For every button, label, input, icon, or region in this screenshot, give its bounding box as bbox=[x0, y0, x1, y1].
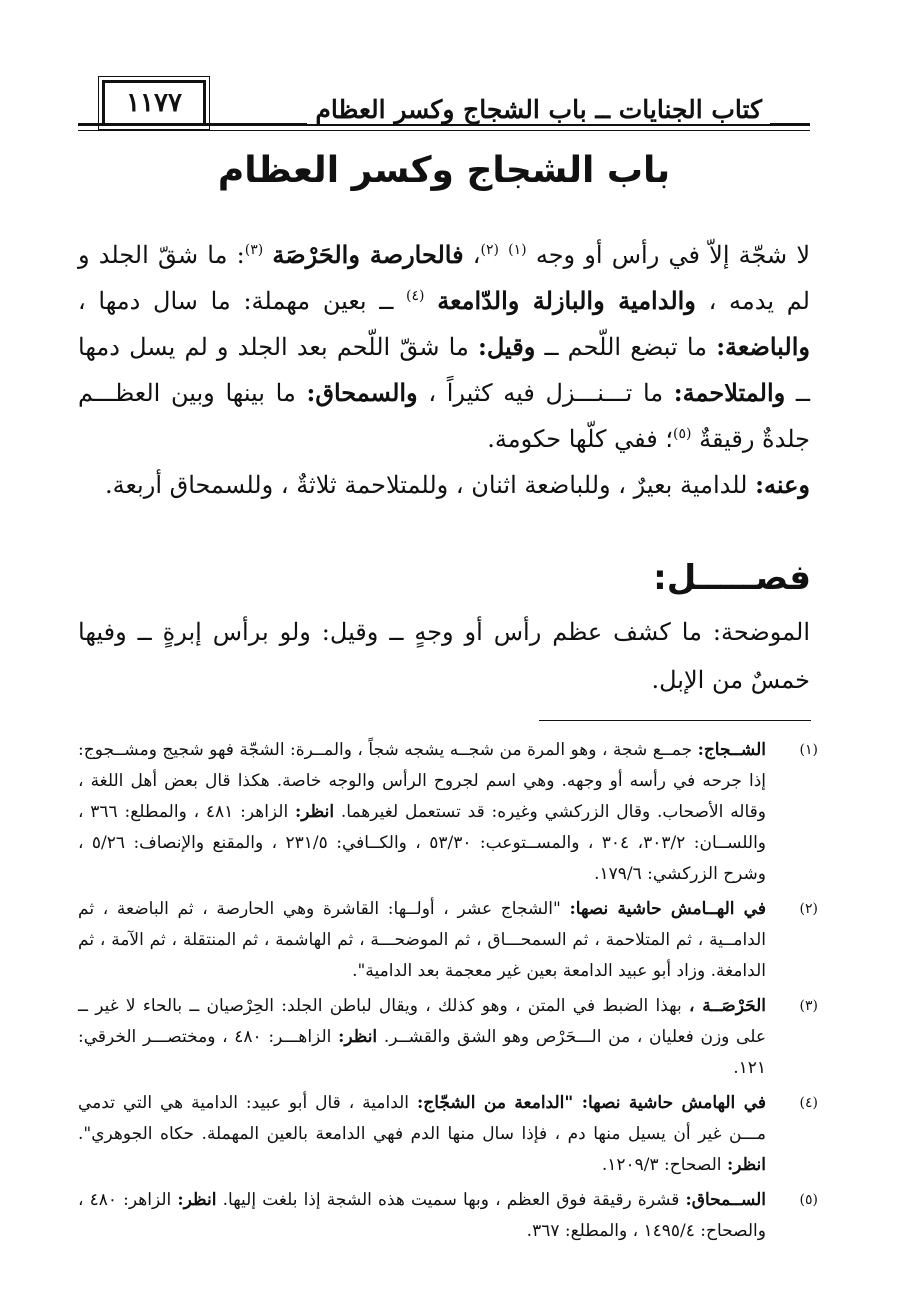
text-run: ، bbox=[463, 241, 481, 269]
footnote-text: الزاهر: ٤٨٠ ، والصحاح: ١٤٩٥/٤ ، والمطلع: ٣٦٧. bbox=[78, 1190, 766, 1241]
term: والدامية والبازلة والدّامعة bbox=[437, 286, 696, 315]
footnote-number: (٥) bbox=[799, 1192, 818, 1208]
footnote-term: انظر: bbox=[726, 1155, 766, 1175]
term: والباضعة: bbox=[716, 332, 810, 361]
main-text bbox=[78, 232, 810, 508]
term: وعنه: bbox=[755, 470, 810, 499]
footnote bbox=[78, 735, 818, 890]
text-run: ما تـــنـــزل فيه كثيراً ، bbox=[417, 379, 674, 407]
footnote-ref[interactable]: (٥) bbox=[672, 426, 692, 442]
footnote-number: (٣) bbox=[799, 998, 818, 1014]
text-run: ــ بعين مهملة: ما سال دمها ، bbox=[78, 287, 407, 315]
footnote bbox=[78, 894, 818, 987]
footnotes bbox=[78, 735, 818, 1251]
header-rule-thin bbox=[78, 130, 810, 131]
term: والمتلاحمة: bbox=[673, 378, 786, 407]
chapter-title: باب الشجاج وكسر العظام bbox=[217, 150, 671, 191]
footnote-term: الشــجاج: bbox=[697, 740, 766, 760]
footnote-term: في الهامش حاشية نصها: "الدامعة من الشجّاج: bbox=[416, 1093, 767, 1113]
running-head: كتاب الجنايات ــ باب الشجاج وكسر العظام bbox=[307, 95, 770, 124]
paragraph-2 bbox=[78, 462, 810, 508]
footnote-number: (٤) bbox=[799, 1095, 818, 1111]
section-heading: فصـــــل: bbox=[653, 558, 811, 598]
page-header bbox=[78, 76, 810, 132]
footnote-number: (٢) bbox=[799, 901, 818, 917]
page-number: ١١٧٧ bbox=[102, 80, 206, 126]
footnote-text: الدامية ، قال أبو عبيد: الدامية هي التي تدمي مـــن غير أن يسيل منها دم ، فإذا سال منها الدم فهي الدامعة بالعين المهملة. حكاه الجوهري". bbox=[78, 1093, 766, 1144]
term: فالحارصة والحَرْصَة bbox=[272, 240, 464, 269]
text-run: ما تبضع اللّحم ــ bbox=[535, 333, 717, 361]
text-run: ما شقّ اللّحم بعد الجلد و لم يسل دمها ــ bbox=[78, 333, 810, 407]
footnote-term: الحَرْصَــة ، bbox=[688, 996, 766, 1016]
footnote-text: الزاهـــر: ٤٨٠ ، ومختصـــر الخرقي: ١٢١. bbox=[78, 1027, 766, 1078]
text-run: ؛ ففي كلّها حكومة. bbox=[487, 425, 673, 453]
footnote-text: بهذا الضبط في المتن ، وهو كذلك ، ويقال لباطن الجلد: الحِرْصيان ــ بالحاء لا غير ــ على وزن فعليان ، من الـــحَرْص وهو الشق والقشــر. bbox=[78, 996, 766, 1047]
footnote-ref[interactable]: (٤) bbox=[406, 288, 425, 304]
text-run: للدامية بعيرٌ ، وللباضعة اثنان ، وللمتلاحمة ثلاثةٌ ، وللسمحاق أربعة. bbox=[104, 471, 756, 499]
term: وقيل: bbox=[477, 332, 536, 361]
footnote-ref[interactable]: (٢) bbox=[480, 242, 499, 258]
footnote-ref[interactable]: (٣) bbox=[244, 242, 264, 258]
paragraph-1 bbox=[78, 232, 810, 462]
footnote-ref[interactable]: (١) bbox=[508, 242, 527, 258]
footnote-term: انظر: bbox=[295, 802, 335, 822]
text-run: لا شجّة إلاّ في رأس أو وجه bbox=[535, 241, 811, 269]
footnote-text: الزاهر: ٤٨١ ، والمطلع: ٣٦٦ ، واللســان: ٣٠٣/٢، ٣٠٤ ، والمســتوعب: ٥٣/٣٠ ، والكــافي: ٢٣١/٥ ، والمقنع والإنصاف: ٥/٢٦ ، وشرح الزركشي: ١٧٩/٦. bbox=[78, 802, 767, 884]
footnote-term: الســمحاق: bbox=[685, 1190, 767, 1210]
footnote bbox=[78, 1185, 818, 1247]
text-run: : ما شقّ الجلد و لم يدمه ، bbox=[78, 241, 810, 315]
footnote-term: انظر: bbox=[338, 1027, 378, 1047]
footnote-text: "الشجاج عشر ، أولــها: القاشرة وهي الحارصة ، ثم الباضعة ، ثم الدامــية ، ثم المتلاحمة ، ثم السمحـــاق ، ثم الموضحـــة ، ثم الهاشمة ، ثم المنتقلة ، ثم الآمة ، ثم الدامغة. وزاد أبو عبيد الدامعة بعين غير معجمة بعد الدامية". bbox=[78, 899, 766, 981]
footnote-text: قشرة رقيقة فوق العظم ، وبها سميت هذه الشجة إذا بلغت إليها. bbox=[216, 1190, 686, 1210]
footnote-text: جمــع شجة ، وهو المرة من شجــه يشجه شجاً ، والمــرة: الشجّة فهو شجيج ومشــجوج: إذا جرحه في رأسه أو وجهه. وهي اسم لجروح الرأس والوجه خاصة. هكذا قال بعض أهل اللغة ، وقاله الأصحاب. وقال الزركشي وغيره: قد تستعمل لغيرهما. bbox=[78, 740, 767, 822]
footnote-term: في الهــامش حاشية نصها: bbox=[569, 899, 766, 919]
footnote-text: الصحاح: ١٢٠٩/٣. bbox=[601, 1155, 727, 1175]
section-text: الموضحة: ما كشف عظم رأس أو وجهٍ ــ وقيل: ولو برأس إبرةٍ ــ وفيها خمسٌ من الإبل. bbox=[78, 618, 810, 694]
footnote-separator bbox=[539, 720, 811, 721]
footnote bbox=[78, 991, 818, 1084]
text-run: ما بينها وبين العظـــم جلدةٌ رقيقةٌ bbox=[78, 379, 810, 453]
footnote bbox=[78, 1088, 818, 1181]
term: والسمحاق: bbox=[306, 378, 418, 407]
footnote-term: انظر: bbox=[177, 1190, 217, 1210]
footnote-number: (١) bbox=[799, 742, 818, 758]
